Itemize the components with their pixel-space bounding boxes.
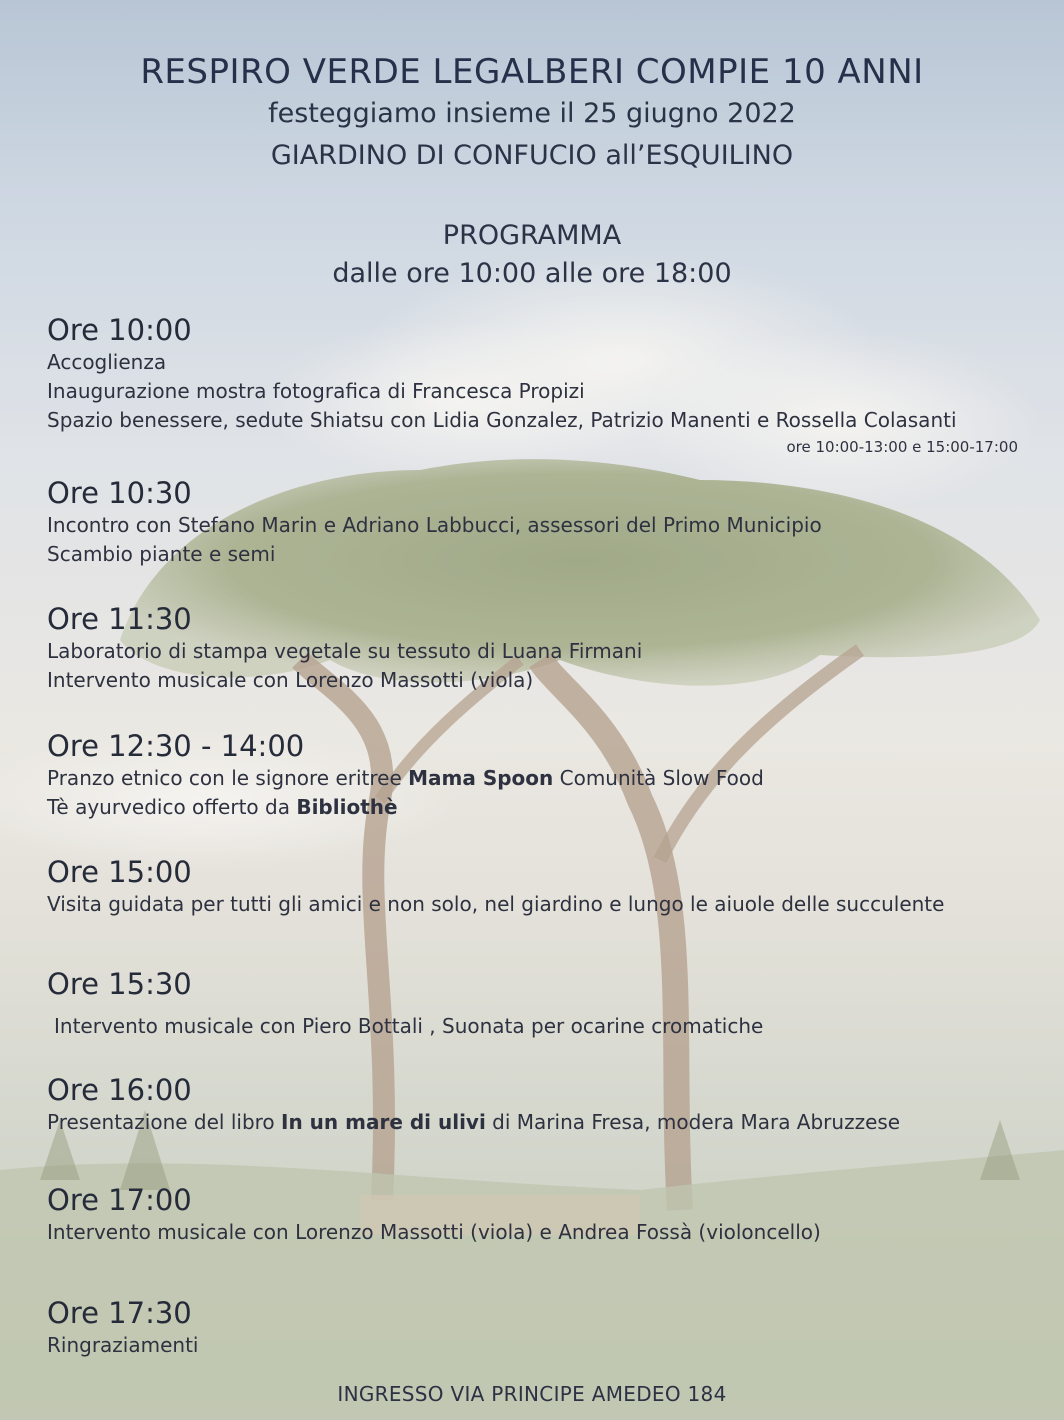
schedule-line: Intervento musicale con Lorenzo Massotti (viola) e Andrea Fossà (violoncello) — [47, 1220, 821, 1244]
program-hours: dalle ore 10:00 alle ore 18:00 — [332, 258, 732, 289]
schedule-line: Accoglienza — [47, 350, 167, 374]
schedule-line: Pranzo etnico con le signore eritree Mama Spoon Comunità Slow Food — [47, 766, 764, 790]
book-title: In un mare di ulivi — [281, 1110, 486, 1134]
schedule-line: Visita guidata per tutti gli amici e non solo, nel giardino e lungo le aiuole delle succulente — [47, 892, 945, 916]
event-date: festeggiamo insieme il 25 giugno 2022 — [268, 98, 796, 129]
schedule-item — [47, 1072, 1022, 1137]
schedule-item — [47, 1295, 1022, 1360]
program-heading: PROGRAMMA — [442, 220, 622, 251]
schedule-item — [47, 1182, 1022, 1247]
schedule-line: Scambio piante e semi — [47, 542, 276, 566]
schedule-line: Intervento musicale con Piero Bottali , Suonata per ocarine cromatiche — [54, 1014, 764, 1038]
schedule-item — [47, 728, 1022, 822]
event-location: GIARDINO DI CONFUCIO all’ESQUILINO — [270, 140, 794, 171]
schedule-line: Laboratorio di stampa vegetale su tessuto di Luana Firmani — [47, 639, 643, 663]
schedule-time: Ore 15:30 — [47, 967, 192, 1001]
schedule-note: ore 10:00-13:00 e 15:00-17:00 — [786, 438, 1018, 456]
schedule-item — [47, 966, 1022, 1041]
schedule-time: Ore 15:00 — [47, 855, 192, 889]
schedule-line: Tè ayurvedico offerto da Bibliothè — [47, 795, 398, 819]
schedule-time: Ore 16:00 — [47, 1073, 192, 1107]
schedule-item — [47, 312, 1022, 459]
schedule-time: Ore 10:00 — [47, 313, 192, 347]
schedule-item — [47, 854, 1022, 919]
event-title: RESPIRO VERDE LEGALBERI COMPIE 10 ANNI — [140, 52, 924, 92]
schedule-time: Ore 17:00 — [47, 1183, 192, 1217]
schedule-time: Ore 17:30 — [47, 1296, 192, 1330]
schedule-line: Intervento musicale con Lorenzo Massotti (viola) — [47, 668, 534, 692]
bold-name: Bibliothè — [296, 795, 398, 819]
schedule-item — [47, 475, 1022, 569]
schedule-line: Inaugurazione mostra fotografica di Francesca Propizi — [47, 379, 585, 403]
schedule-line: Spazio benessere, sedute Shiatsu con Lidia Gonzalez, Patrizio Manenti e Rossella Colasanti — [47, 408, 957, 432]
schedule-item — [47, 601, 1022, 695]
schedule-line: Incontro con Stefano Marin e Adriano Labbucci, assessori del Primo Municipio — [47, 513, 822, 537]
entrance-address: INGRESSO VIA PRINCIPE AMEDEO 184 — [337, 1382, 727, 1406]
schedule-time: Ore 11:30 — [47, 602, 192, 636]
schedule-line: Ringraziamenti — [47, 1333, 199, 1357]
schedule-time: Ore 12:30 - 14:00 — [47, 729, 305, 763]
schedule-line: Presentazione del libro In un mare di ulivi di Marina Fresa, modera Mara Abruzzese — [47, 1110, 901, 1134]
schedule-time: Ore 10:30 — [47, 476, 192, 510]
bold-name: Mama Spoon — [408, 766, 554, 790]
